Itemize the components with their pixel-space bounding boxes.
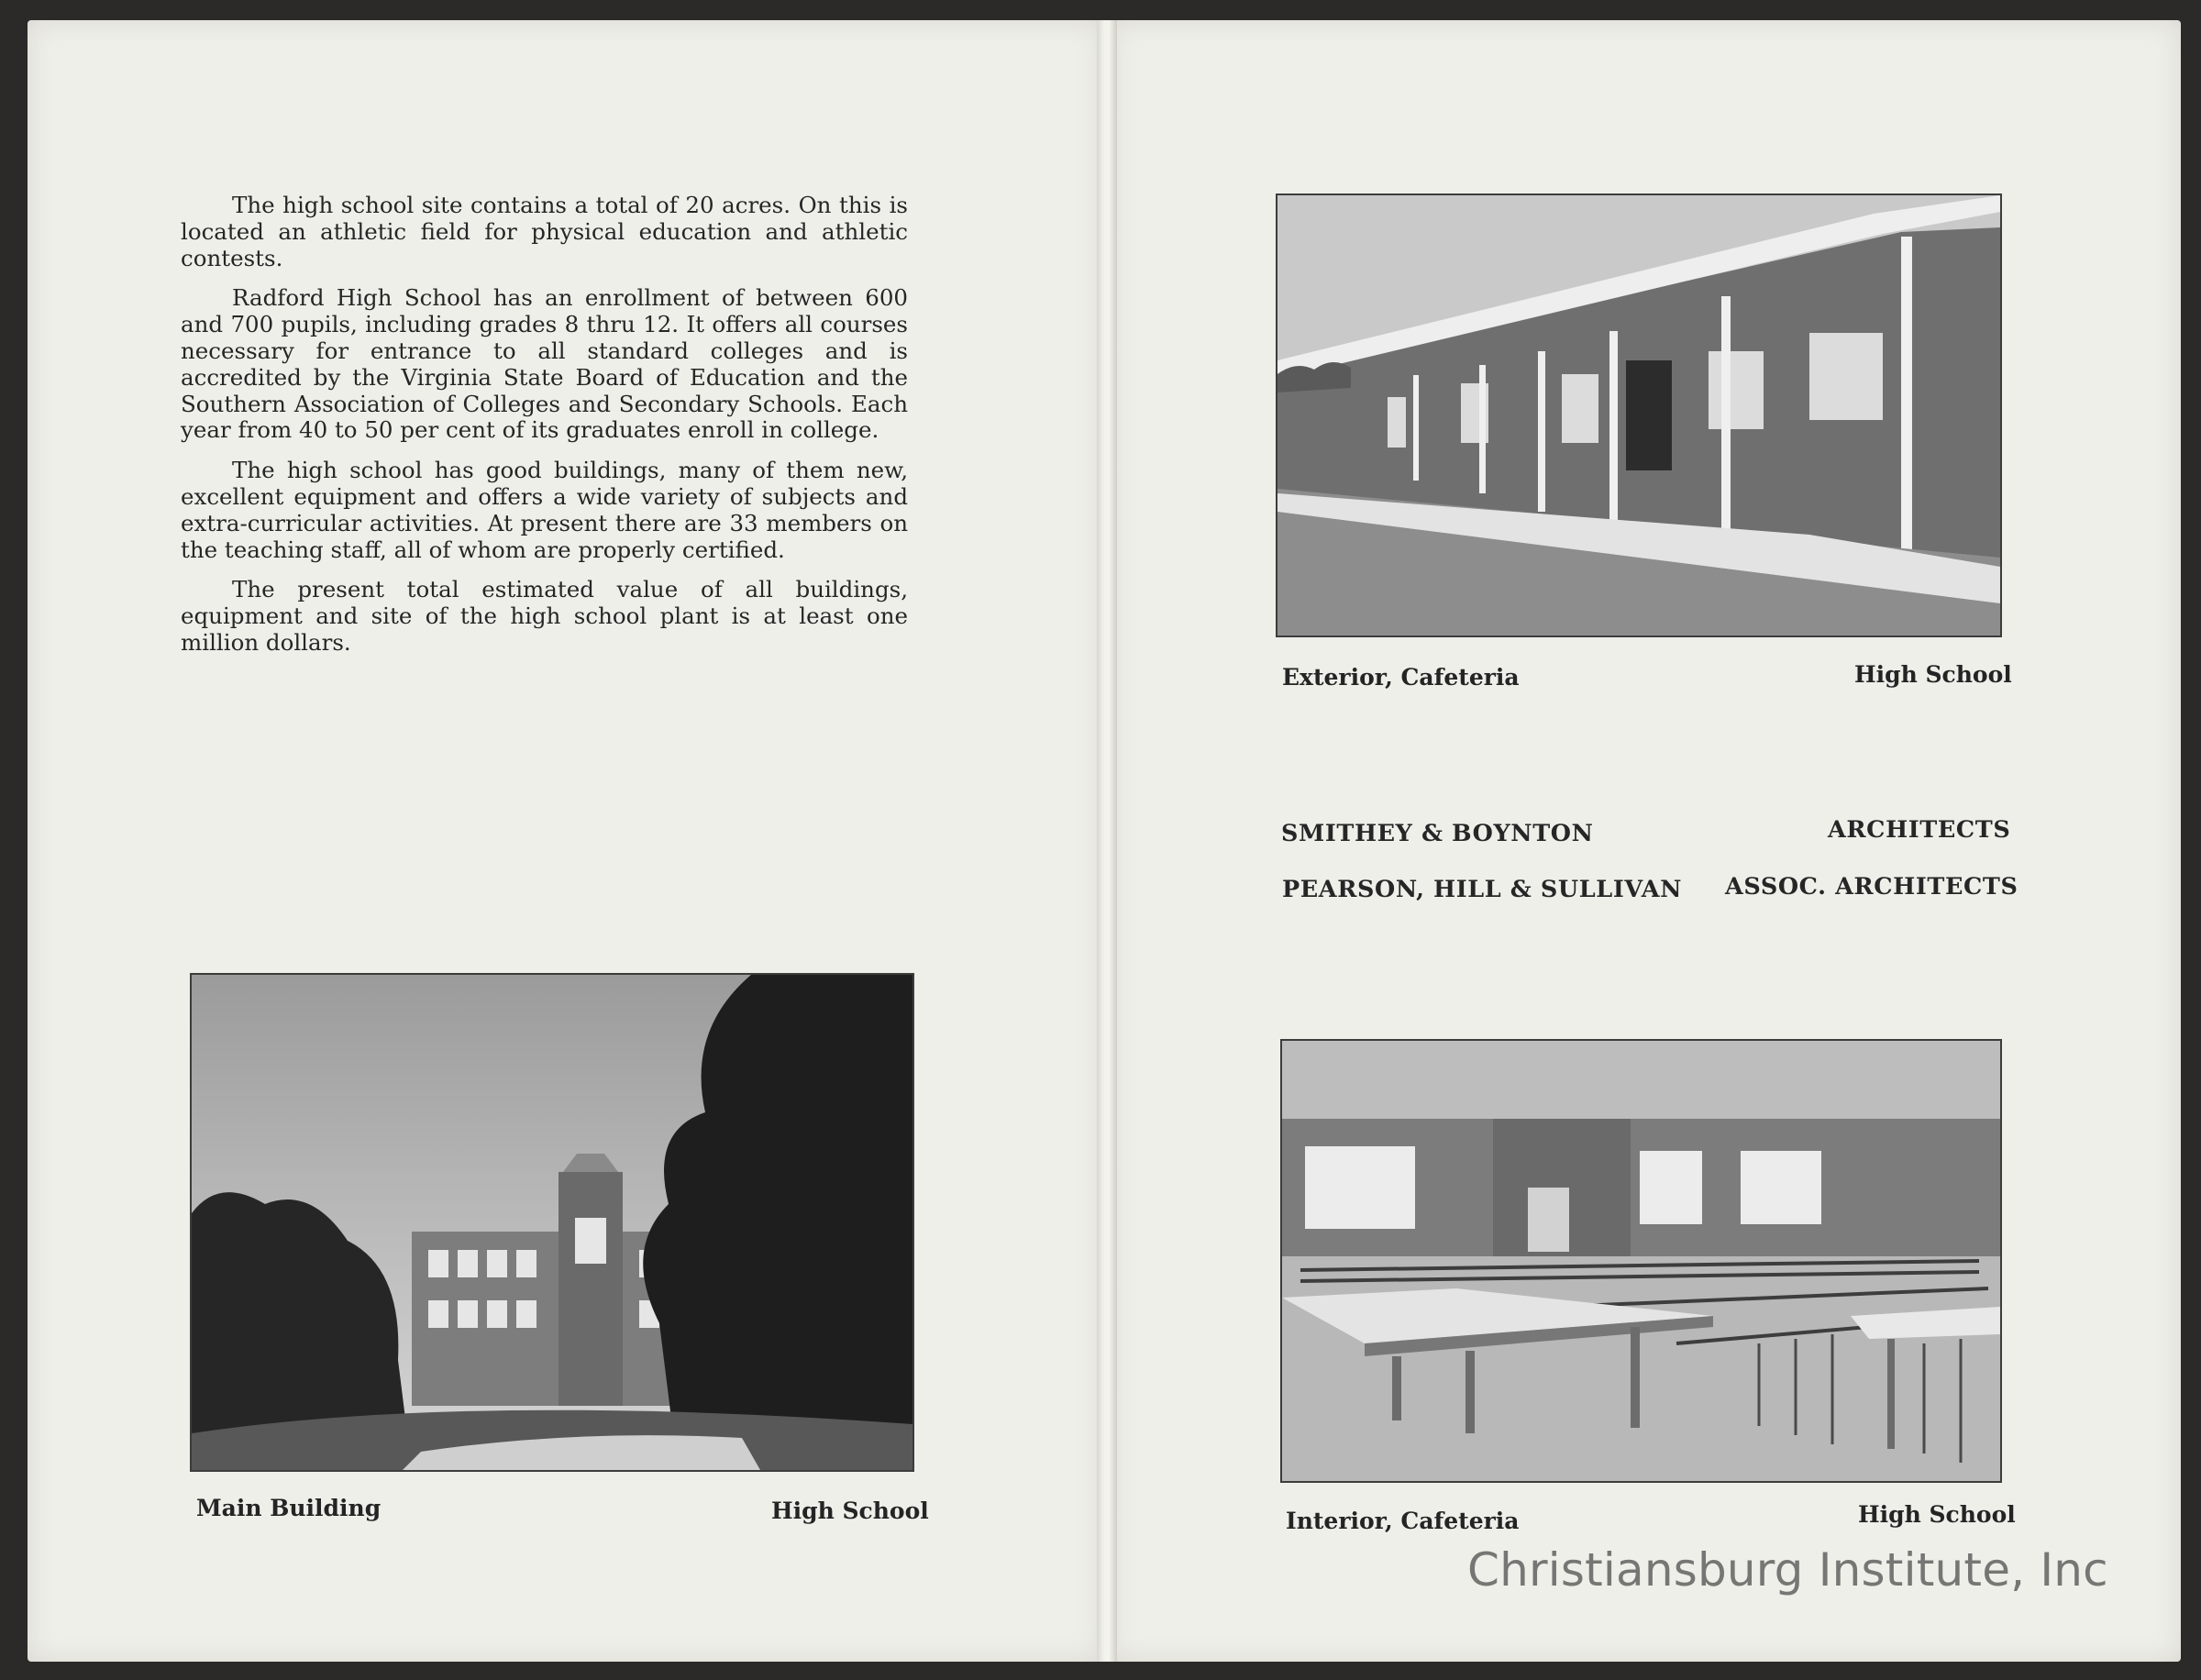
main-building-location: High School xyxy=(771,1498,929,1524)
paragraph-value: The present total estimated value of all buildings, equipment and site of the high school plant is at least one million dollars. xyxy=(181,576,908,656)
main-building-image xyxy=(192,975,912,1470)
interior-cafeteria-photo xyxy=(1280,1039,2002,1483)
main-building-photo xyxy=(190,973,914,1472)
exterior-cafeteria-image xyxy=(1277,195,2000,636)
associate-architect-role: ASSOC. ARCHITECTS xyxy=(1725,873,2019,901)
exterior-cafeteria-location: High School xyxy=(1854,661,2012,688)
associate-architect-firm: PEARSON, HILL & SULLIVAN xyxy=(1282,876,1683,903)
interior-cafeteria-caption: Interior, Cafeteria xyxy=(1286,1508,1520,1534)
paragraph-buildings: The high school has good buildings, many of them new, excellent equipment and offers a wide variety of subjects and extra-curricular activities. At present there are 33 members on the teaching staff, all of whom are properly certified. xyxy=(181,457,908,563)
page-gutter xyxy=(1097,20,1117,1662)
watermark: Christiansburg Institute, Inc xyxy=(1467,1543,2108,1597)
body-text xyxy=(181,193,908,670)
main-building-caption: Main Building xyxy=(196,1495,382,1521)
exterior-cafeteria-caption: Exterior, Cafeteria xyxy=(1282,664,1520,691)
exterior-cafeteria-photo xyxy=(1276,193,2002,637)
interior-cafeteria-image xyxy=(1282,1041,2000,1481)
paragraph-enrollment: Radford High School has an enrollment of between 600 and 700 pupils, including grades 8 thru 12. It offers all courses necessary for entrance to all standard colleges and is accredited by the Virginia State Board of Education and the Southern Association of Colleges and Secondary Schools. Each year from 40 to 50 per cent of its graduates enroll in college. xyxy=(181,284,908,444)
architect-role: ARCHITECTS xyxy=(1828,816,2011,844)
architect-firm: SMITHEY & BOYNTON xyxy=(1281,820,1594,847)
interior-cafeteria-location: High School xyxy=(1858,1501,2016,1528)
paragraph-site: The high school site contains a total of 20 acres. On this is located an athletic field for physical education and athletic contests. xyxy=(181,192,908,271)
